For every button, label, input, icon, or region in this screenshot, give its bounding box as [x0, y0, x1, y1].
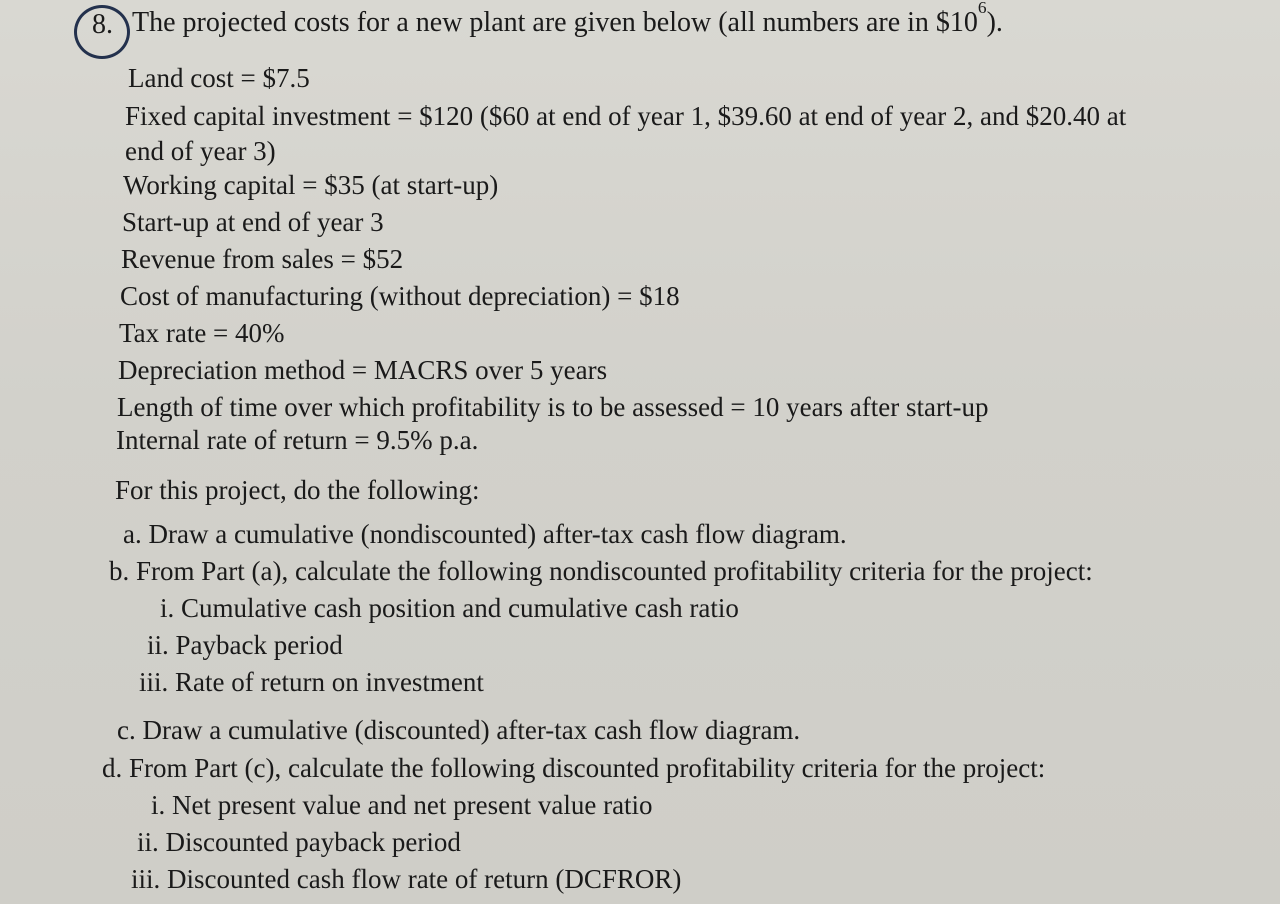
part-d-item-i: i. Net present value and net present value ratio [151, 790, 653, 820]
part-b-item-iii: iii. Rate of return on investment [139, 667, 484, 697]
given-start-up: Start-up at end of year 3 [122, 207, 384, 237]
problem-title [132, 0, 1003, 39]
given-manufacturing-cost: Cost of manufacturing (without depreciation) = $18 [120, 281, 680, 311]
problem-title-end: ). [986, 7, 1003, 38]
given-internal-rate: Internal rate of return = 9.5% p.a. [116, 425, 479, 455]
given-working-capital: Working capital = $35 (at start-up) [123, 170, 499, 200]
given-depreciation-method: Depreciation method = MACRS over 5 years [118, 355, 608, 385]
given-fixed-capital: Fixed capital investment = $120 ($60 at end of year 1, $39.60 at end of year 2, and $20.40 at [125, 101, 1127, 131]
part-c: c. Draw a cumulative (discounted) after-tax cash flow diagram. [117, 715, 801, 745]
part-b-item-i: i. Cumulative cash position and cumulative cash ratio [160, 593, 739, 623]
part-b: b. From Part (a), calculate the following nondiscounted profitability criteria for the project: [109, 556, 1093, 586]
part-d-item-iii: iii. Discounted cash flow rate of return (DCFROR) [131, 864, 682, 894]
problem-title-text: The projected costs for a new plant are given below (all numbers are in $10 [132, 7, 978, 38]
part-d: d. From Part (c), calculate the following discounted profitability criteria for the project: [102, 753, 1046, 783]
given-fixed-capital-continued: end of year 3) [125, 136, 276, 166]
given-revenue: Revenue from sales = $52 [121, 244, 404, 274]
instructions-intro: For this project, do the following: [115, 475, 480, 505]
part-b-item-ii: ii. Payback period [147, 630, 343, 660]
given-tax-rate: Tax rate = 40% [119, 318, 285, 348]
part-d-item-ii: ii. Discounted payback period [137, 827, 461, 857]
problem-number: 8. [92, 9, 113, 40]
given-assessment-period: Length of time over which profitability is to be assessed = 10 years after start-up [117, 392, 989, 422]
part-a: a. Draw a cumulative (nondiscounted) after-tax cash flow diagram. [123, 519, 847, 549]
problem-title-exponent: 6 [977, 0, 987, 17]
given-land-cost: Land cost = $7.5 [128, 63, 310, 93]
